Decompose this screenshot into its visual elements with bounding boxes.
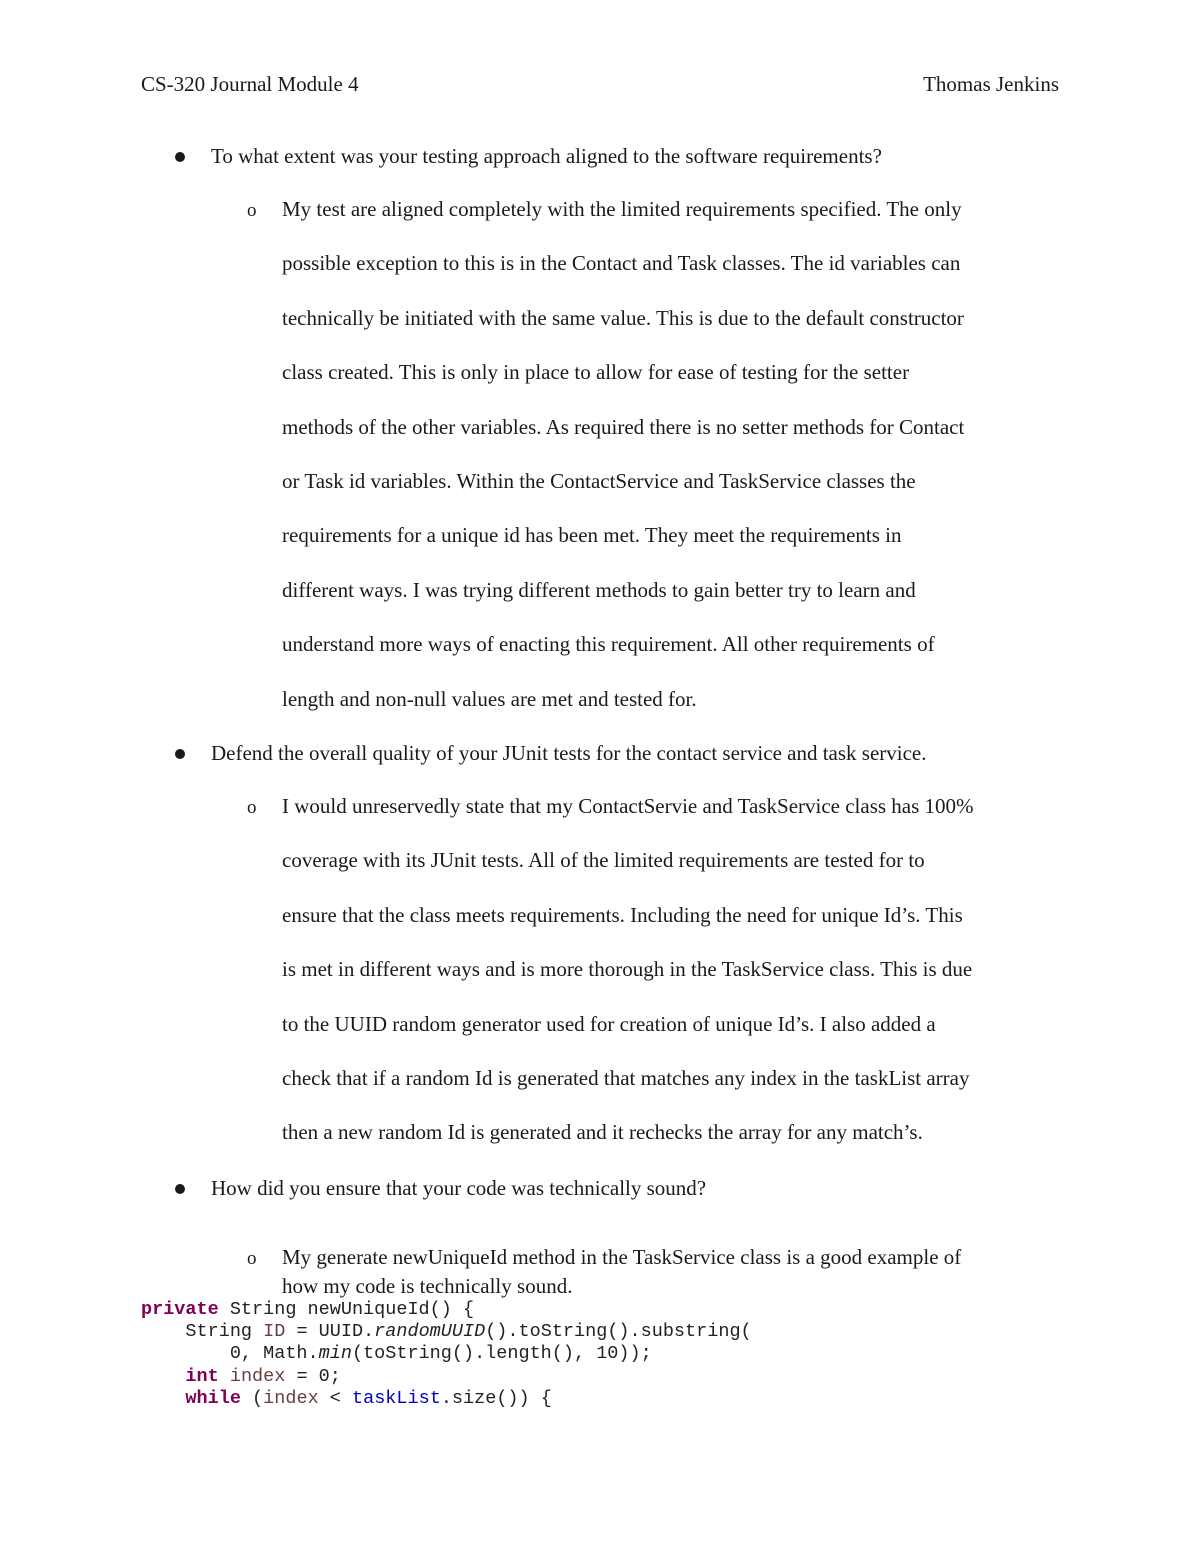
- code-line: [141, 1366, 752, 1388]
- answer-line: ensure that the class meets requirements. Including the need for unique Id’s. This: [282, 902, 963, 927]
- answer-line: coverage with its JUnit tests. All of the limited requirements are tested for to: [282, 848, 925, 873]
- answer-line: understand more ways of enacting this requirement. All other requirements of: [282, 632, 935, 657]
- answer-3: [282, 1246, 1072, 1304]
- code-text: 0, Math.: [141, 1343, 319, 1365]
- code-text: [141, 1388, 185, 1409]
- answer-line: possible exception to this is in the Contact and Task classes. The id variables can: [282, 251, 961, 276]
- code-field: taskList: [351, 1387, 441, 1409]
- answer-line: class created. This is only in place to allow for ease of testing for the setter: [282, 360, 910, 385]
- answer-line: technically be initiated with the same value. This is due to the default constructor: [282, 305, 964, 330]
- answer-line: I would unreservedly state that my ContactServie and TaskService class has 100%: [282, 794, 974, 818]
- answer-line: to the UUID random generator used for creation of unique Id’s. I also added a: [282, 1011, 936, 1036]
- code-text: <: [318, 1387, 352, 1409]
- answer-1: [282, 198, 1072, 742]
- question-3-text: How did you ensure that your code was technically sound?: [211, 1176, 707, 1200]
- answer-line: requirements for a unique id has been met. They meet the requirements in: [282, 523, 902, 548]
- answer-line: My test are aligned completely with the limited requirements specified. The only: [282, 197, 962, 221]
- sub-bullet-icon: o: [247, 200, 257, 221]
- code-line: [141, 1343, 752, 1365]
- code-variable: index: [229, 1365, 286, 1387]
- code-keyword: int: [185, 1365, 219, 1387]
- sub-bullet-icon: o: [247, 797, 257, 818]
- code-text: String newUniqueId() {: [218, 1299, 475, 1320]
- answer-line: check that if a random Id is generated that matches any index in the taskList array: [282, 1065, 970, 1090]
- code-static-method: min: [318, 1343, 352, 1365]
- answer-line: length and non-null values are met and tested for.: [282, 686, 697, 711]
- code-snippet: [141, 1299, 752, 1410]
- answer-2: [282, 795, 1072, 1176]
- code-line: [141, 1321, 752, 1343]
- code-keyword: while: [185, 1387, 241, 1409]
- code-text: [219, 1366, 230, 1387]
- answer-line: is met in different ways and is more thorough in the TaskService class. This is due: [282, 957, 973, 982]
- bullet-icon: [175, 1184, 185, 1194]
- header-course-title: CS-320 Journal Module 4: [141, 72, 359, 96]
- code-text: = 0;: [285, 1365, 341, 1387]
- code-text: [141, 1366, 185, 1387]
- sub-bullet-icon: o: [247, 1248, 257, 1269]
- code-static-method: randomUUID: [374, 1321, 486, 1343]
- question-2-text: Defend the overall quality of your JUnit tests for the contact service and task service.: [211, 741, 927, 765]
- answer-line: different ways. I was trying different methods to gain better try to learn and: [282, 577, 916, 602]
- code-keyword: private: [141, 1299, 219, 1320]
- answer-line: My generate newUniqueId method in the TaskService class is a good example of: [282, 1245, 962, 1269]
- bullet-icon: [175, 152, 185, 162]
- code-variable: ID: [263, 1321, 286, 1343]
- answer-line: how my code is technically sound.: [282, 1274, 573, 1298]
- code-text: (: [240, 1387, 264, 1409]
- code-text: = UUID.: [285, 1321, 375, 1343]
- code-text: ().toString().substring(: [485, 1321, 752, 1343]
- header-author-name: Thomas Jenkins: [923, 72, 1059, 96]
- code-text: (toString().length(), 10));: [351, 1343, 652, 1365]
- answer-line: methods of the other variables. As required there is no setter methods for Contact: [282, 414, 965, 439]
- code-line: [141, 1388, 752, 1410]
- code-text: .size()) {: [440, 1387, 552, 1409]
- answer-line: then a new random Id is generated and it rechecks the array for any match’s.: [282, 1120, 923, 1145]
- code-line: [141, 1299, 752, 1321]
- question-1-text: To what extent was your testing approach aligned to the software requirements?: [211, 144, 882, 168]
- code-variable: index: [263, 1387, 319, 1409]
- bullet-icon: [175, 749, 185, 759]
- answer-line: or Task id variables. Within the ContactService and TaskService classes the: [282, 468, 916, 493]
- code-text: String: [141, 1321, 264, 1343]
